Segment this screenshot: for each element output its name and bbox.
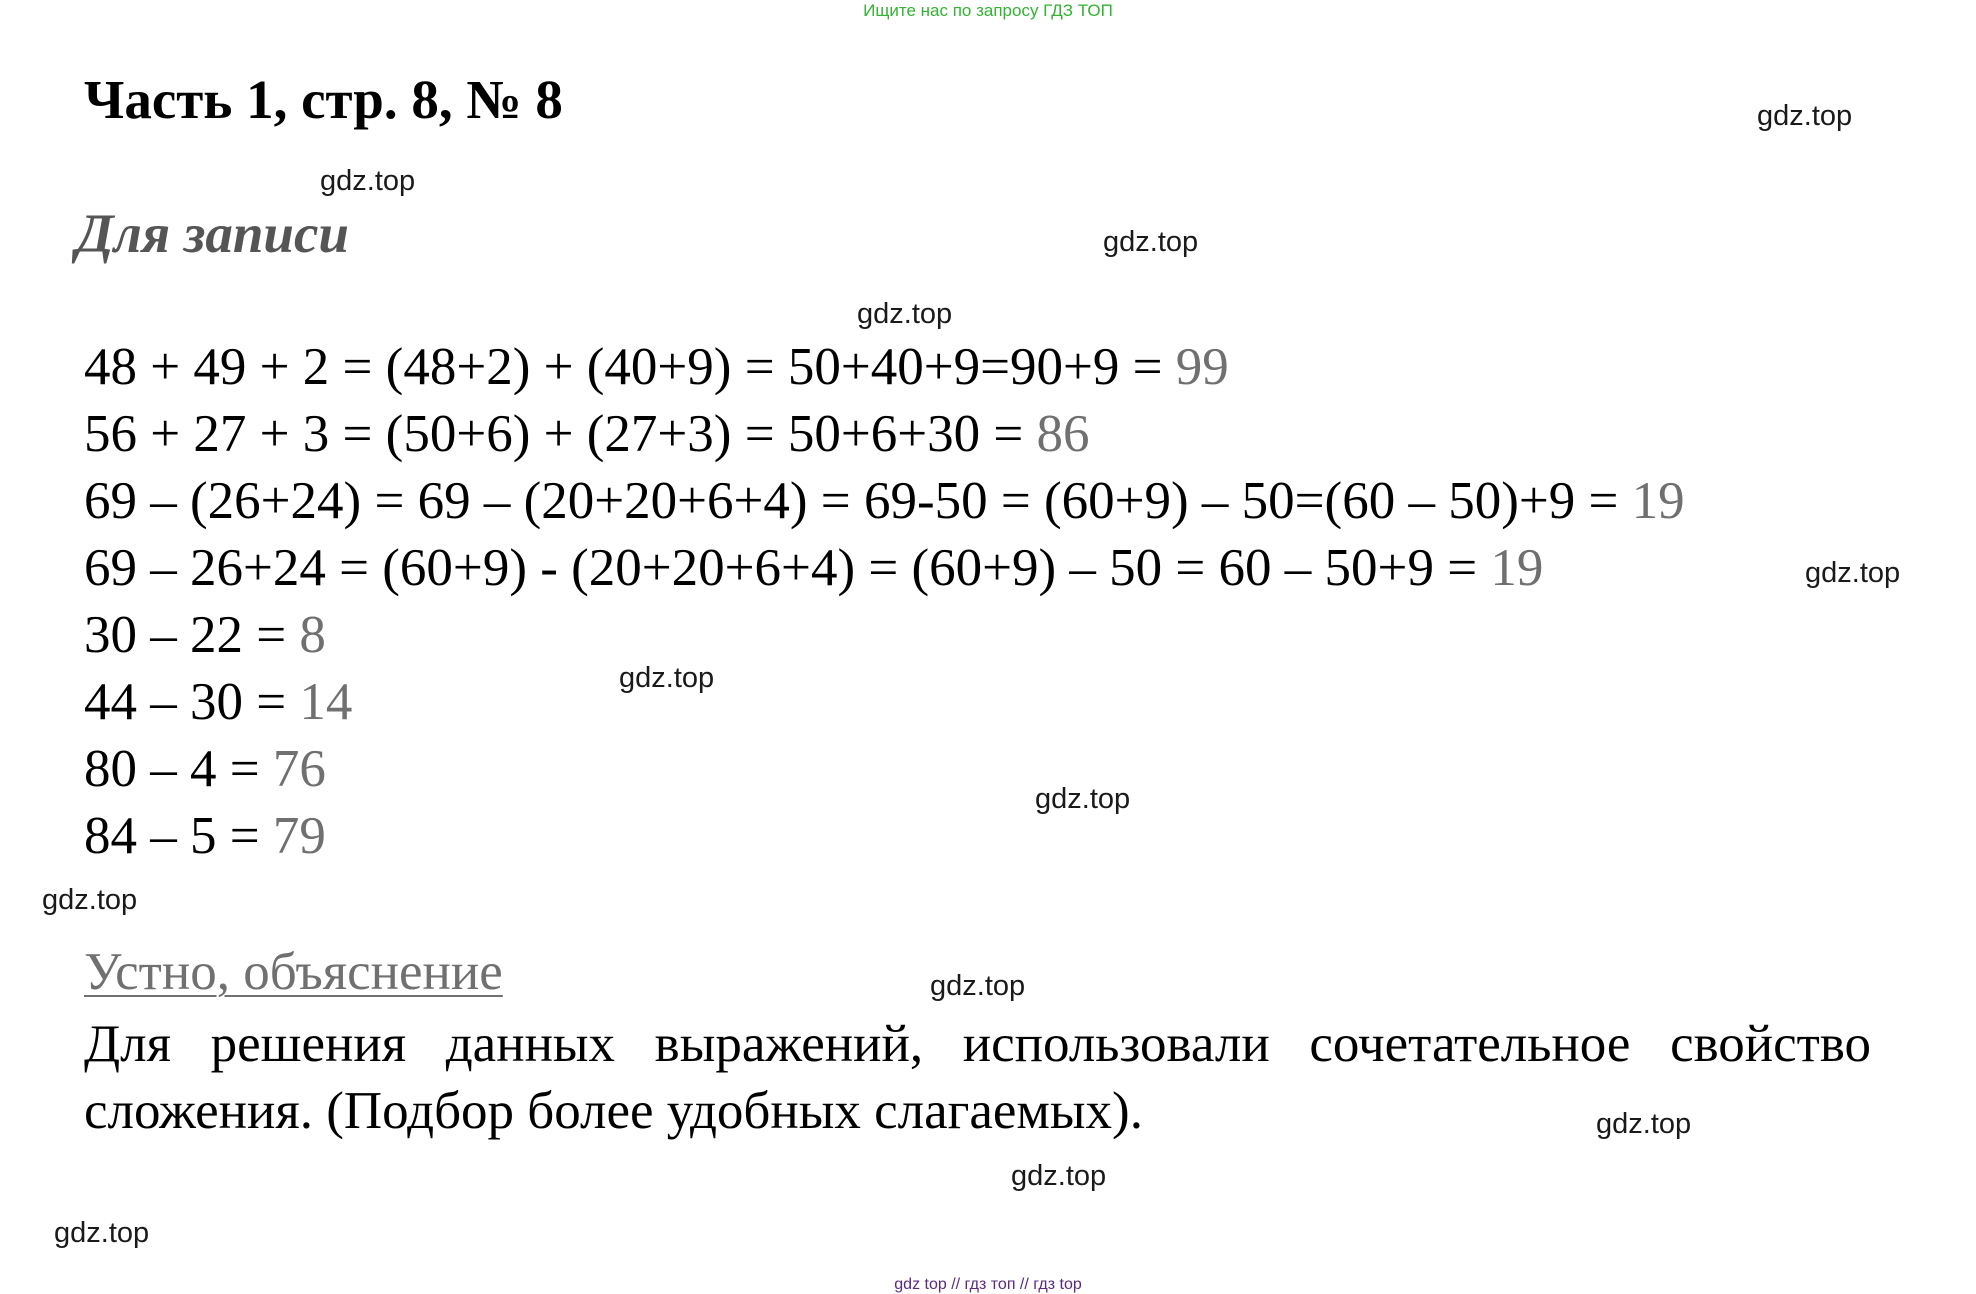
equation-line [84, 602, 1685, 669]
equation-list [84, 334, 1685, 870]
watermark: gdz.top [930, 970, 1026, 1002]
equation-answer: 14 [299, 673, 353, 731]
equation-line [84, 334, 1685, 401]
page-title: Часть 1, стр. 8, № 8 [84, 69, 563, 130]
explanation-text: Для решения данных выражений, использовали сочетательное свойство сложения. (Подбор более удобных слагаемых). [84, 1015, 1871, 1140]
equation-answer: 76 [272, 740, 326, 798]
equation-answer: 8 [299, 606, 326, 664]
equation-expression: 48 + 49 + 2 = (48+2) + (40+9) = 50+40+9=90+9 = [84, 338, 1176, 396]
equation-line [84, 736, 1685, 803]
watermark: gdz.top [54, 1217, 150, 1249]
watermark: gdz.top [857, 298, 953, 330]
equation-line [84, 803, 1685, 870]
equation-expression: 44 – 30 = [84, 673, 300, 731]
equation-expression: 84 – 5 = [84, 807, 273, 865]
equation-expression: 30 – 22 = [84, 606, 300, 664]
equation-answer: 19 [1490, 539, 1544, 597]
equation-answer: 19 [1631, 472, 1685, 530]
section-subtitle: Для записи [76, 203, 350, 264]
footer-note: gdz top // гдз топ // гдз top [894, 1276, 1082, 1293]
equation-line [84, 401, 1685, 468]
equation-line [84, 535, 1685, 602]
watermark: gdz.top [1103, 226, 1199, 258]
watermark: gdz.top [1757, 100, 1853, 132]
equation-line [84, 669, 1685, 736]
equation-expression: 56 + 27 + 3 = (50+6) + (27+3) = 50+6+30 = [84, 405, 1037, 463]
watermark: gdz.top [619, 662, 715, 694]
watermark: gdz.top [1035, 783, 1131, 815]
oral-heading: Устно, объяснение [84, 943, 503, 1001]
equation-expression: 80 – 4 = [84, 740, 273, 798]
header-note: Ищите нас по запросу ГДЗ ТОП [863, 1, 1113, 20]
equation-answer: 99 [1175, 338, 1229, 396]
watermark: gdz.top [1596, 1108, 1692, 1140]
watermark: gdz.top [1011, 1160, 1107, 1192]
watermark: gdz.top [42, 884, 138, 916]
equation-answer: 86 [1036, 405, 1090, 463]
equation-answer: 79 [272, 807, 326, 865]
equation-line [84, 468, 1685, 535]
equation-expression: 69 – 26+24 = (60+9) - (20+20+6+4) = (60+9) – 50 = 60 – 50+9 = [84, 539, 1491, 597]
watermark: gdz.top [1805, 557, 1901, 589]
equation-expression: 69 – (26+24) = 69 – (20+20+6+4) = 69-50 = (60+9) – 50=(60 – 50)+9 = [84, 472, 1632, 530]
watermark: gdz.top [320, 165, 416, 197]
